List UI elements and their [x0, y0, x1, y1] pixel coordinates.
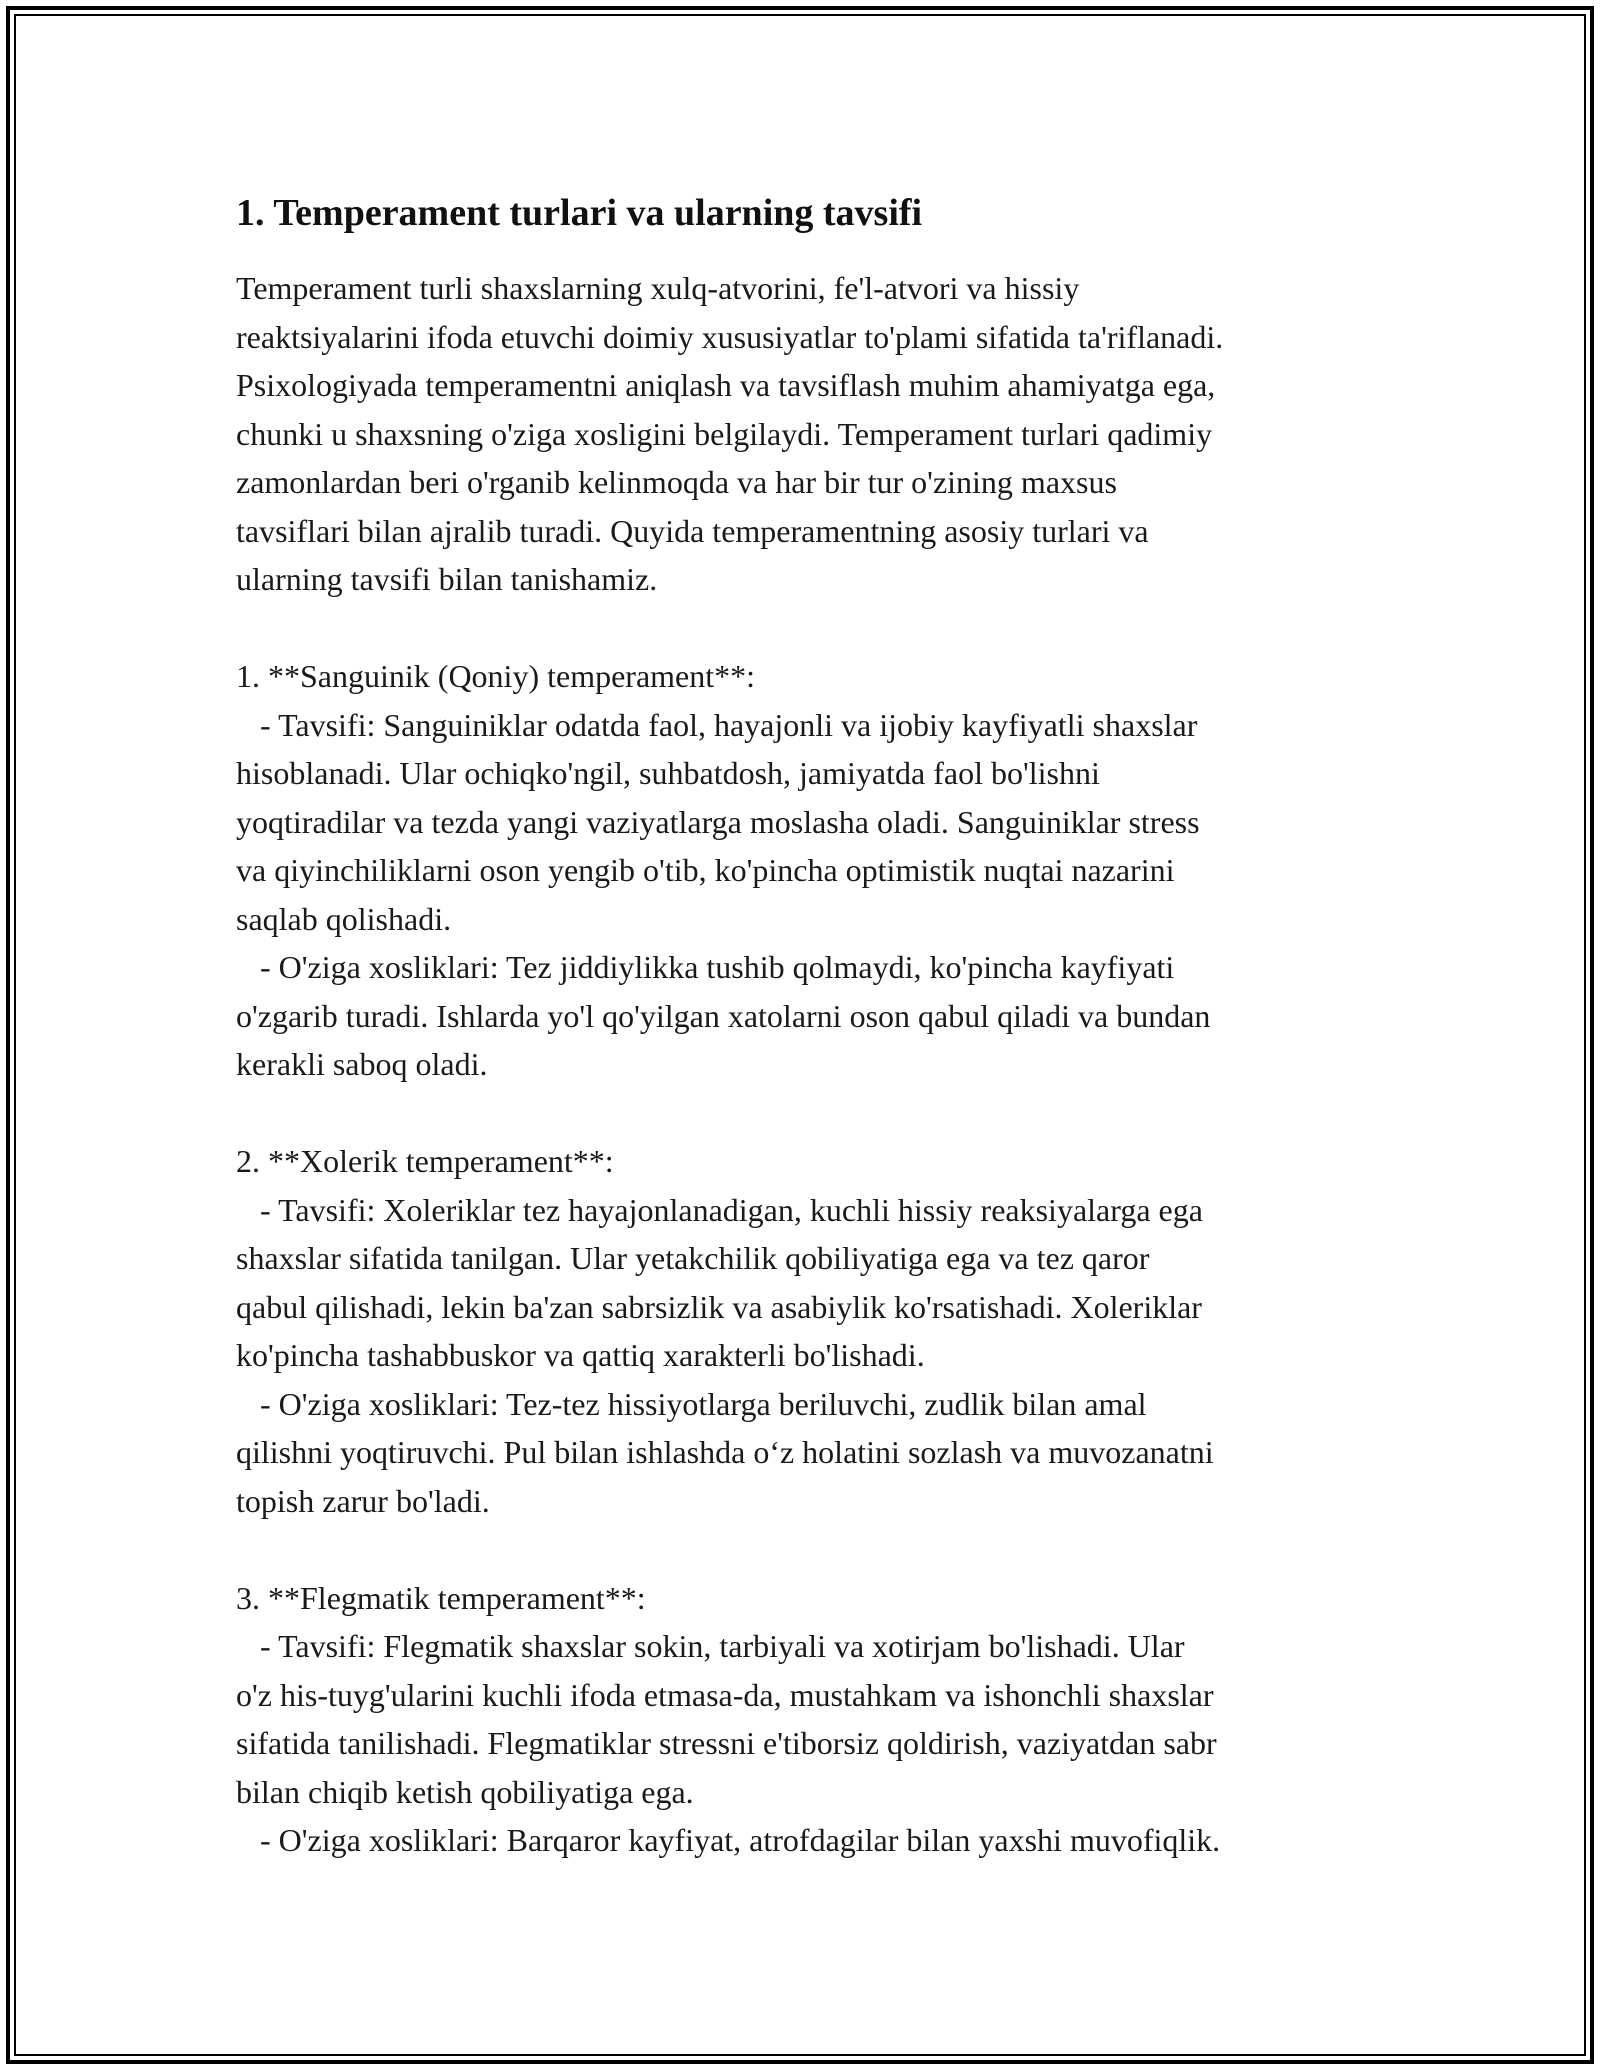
traits-line: o'zgarib turadi. Ishlarda yo'l qo'yilgan xatolarni oson qabul qiladi va bundan	[236, 997, 1211, 1034]
intro-line: Psixologiyada temperamentni aniqlash va tavsiflash muhim ahamiyatga ega,	[236, 367, 1216, 403]
description-line: - Tavsifi: Flegmatik shaxslar sokin, tarbiyali va xotirjam bo'lishadi. Ular	[236, 1628, 1185, 1664]
section-heading: 1. **Sanguinik (Qoniy) temperament**:	[236, 658, 756, 694]
section-traits	[236, 1816, 1386, 1865]
description-line: yoqtiradilar va tezda yangi vaziyatlarga moslasha oladi. Sanguiniklar stress	[236, 803, 1200, 840]
intro-line: tavsiflari bilan ajralib turadi. Quyida temperamentning asosiy turlari va	[236, 512, 1149, 549]
intro-line: zamonlardan beri o'rganib kelinmoqda va har bir tur o'zining maxsus	[236, 464, 1117, 500]
section-sanguinik	[236, 652, 1386, 1089]
traits-line: topish zarur bo'ladi.	[236, 1482, 490, 1519]
traits-line: kerakli saboq oladi.	[236, 1046, 488, 1082]
intro-line: Temperament turli shaxslarning xulq-atvorini, fe'l-atvori va hissiy	[236, 270, 1080, 306]
traits-line: - O'ziga xosliklari: Tez jiddiylikka tushib qolmaydi, ko'pincha kayfiyati	[236, 949, 1175, 985]
traits-line: qilishni yoqtiruvchi. Pul bilan ishlashda oʻz holatini sozlash va muvozanatni	[236, 1434, 1214, 1470]
description-line: hisoblanadi. Ular ochiqko'ngil, suhbatdosh, jamiyatda faol bo'lishni	[236, 755, 1100, 791]
section-xolerik	[236, 1137, 1386, 1525]
section-heading: 2. **Xolerik temperament**:	[236, 1143, 614, 1179]
description-line: - Tavsifi: Xoleriklar tez hayajonlanadigan, kuchli hissiy reaksiyalarga ega	[236, 1191, 1203, 1228]
intro-paragraph	[236, 264, 1386, 604]
description-line: ko'pincha tashabbuskor va qattiq xarakterli bo'lishadi.	[236, 1337, 925, 1373]
section-traits	[236, 943, 1386, 1089]
section-flegmatik	[236, 1574, 1386, 1865]
description-line: - Tavsifi: Sanguiniklar odatda faol, hayajonli va ijobiy kayfiyatli shaxslar	[236, 706, 1198, 743]
intro-line: ularning tavsifi bilan tanishamiz.	[236, 561, 658, 597]
traits-line: - O'ziga xosliklari: Barqaror kayfiyat, atrofdagilar bilan yaxshi muvofiqlik.	[236, 1822, 1221, 1858]
section-heading: 3. **Flegmatik temperament**:	[236, 1579, 646, 1616]
description-line: qabul qilishadi, lekin ba'zan sabrsizlik va asabiylik ko'rsatishadi. Xoleriklar	[236, 1288, 1202, 1325]
description-line: saqlab qolishadi.	[236, 900, 452, 937]
description-line: shaxslar sifatida tanilgan. Ular yetakchilik qobiliyatiga ega va tez qaror	[236, 1240, 1150, 1276]
intro-line: reaktsiyalarini ifoda etuvchi doimiy xususiyatlar to'plami sifatida ta'riflanadi.	[236, 318, 1224, 355]
section-description	[236, 1186, 1386, 1380]
traits-line: - O'ziga xosliklari: Tez-tez hissiyotlarga beriluvchi, zudlik bilan amal	[236, 1385, 1147, 1422]
description-line: va qiyinchiliklarni oson yengib o'tib, ko'pincha optimistik nuqtai nazarini	[236, 852, 1175, 888]
section-traits	[236, 1380, 1386, 1526]
description-line: bilan chiqib ketish qobiliyatiga ega.	[236, 1773, 694, 1810]
section-description	[236, 1622, 1386, 1816]
document-title: 1. Temperament turlari va ularning tavsifi	[236, 192, 923, 234]
intro-line: chunki u shaxsning o'ziga xosligini belgilaydi. Temperament turlari qadimiy	[236, 415, 1213, 452]
description-line: sifatida tanilishadi. Flegmatiklar stressni e'tiborsiz qoldirish, vaziyatdan sabr	[236, 1725, 1217, 1761]
document-body	[236, 188, 1386, 1865]
section-description	[236, 701, 1386, 944]
description-line: o'z his-tuyg'ularini kuchli ifoda etmasa-da, mustahkam va ishonchli shaxslar	[236, 1676, 1214, 1713]
